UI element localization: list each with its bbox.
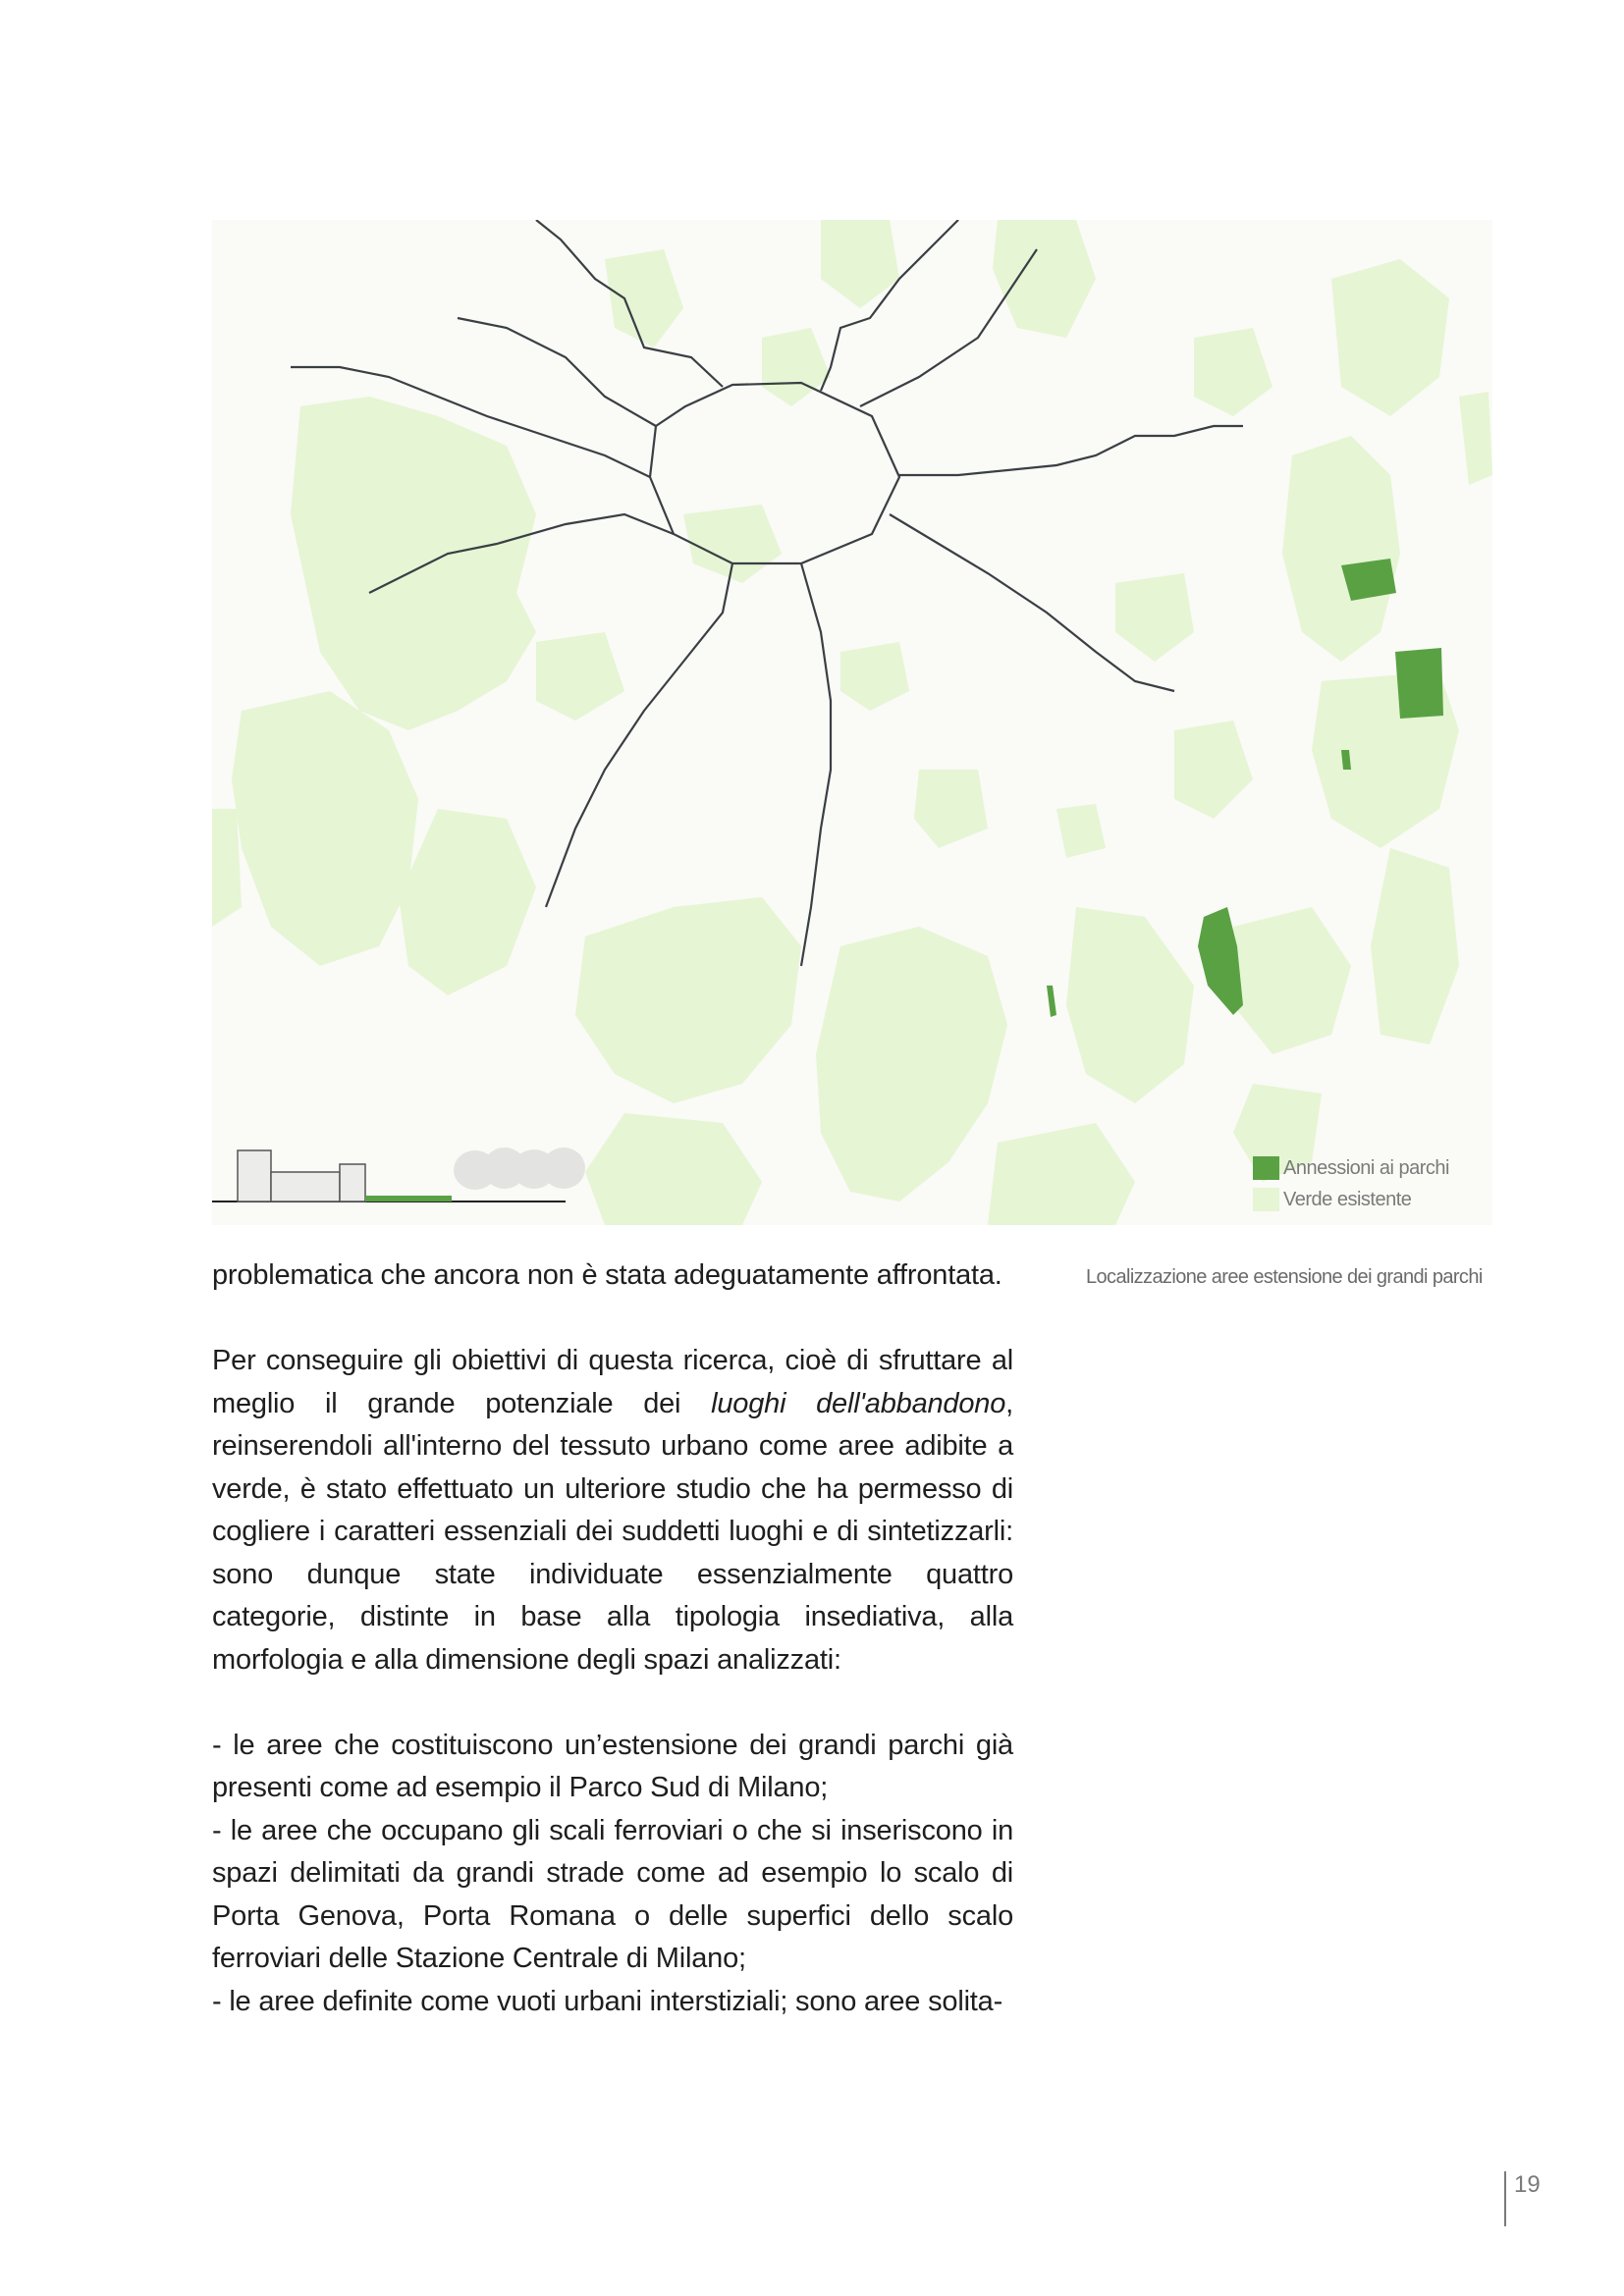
map-legend bbox=[1253, 1152, 1449, 1215]
annex-swatch bbox=[1253, 1156, 1279, 1180]
map-figure bbox=[212, 220, 1492, 1225]
list-item: - le aree che occupano gli scali ferroviari o che si inseriscono in spazi delimitati da grandi strade come ad esempio lo scalo di Porta Genova, Porta Romana o delle superfici dello scalo ferroviari delle Stazione Centrale di Milano; bbox=[212, 1814, 1013, 1974]
tree-silhouettes bbox=[454, 1148, 585, 1190]
paragraph-intro: problematica che ancora non è stata adeguatamente affrontata. bbox=[212, 1259, 1002, 1291]
figure-caption: Localizzazione aree estensione dei grandi parchi bbox=[1086, 1266, 1483, 1288]
body-text bbox=[212, 1255, 1013, 2023]
emphasis-luoghi: luoghi dell'abbandono bbox=[711, 1387, 1006, 1419]
existing-swatch bbox=[1253, 1188, 1279, 1211]
legend-annex-label: Annessioni ai parchi bbox=[1283, 1157, 1449, 1179]
paragraph-research-part2: , reinserendoli all'interno del tessuto urbano come aree adibite a verde, è stato effettuato un ulteriore studio che ha permesso di cogliere i caratteri essenziali dei suddetti luoghi e di sintetizzarli: sono dunque state individuate essenzialmente quattro categorie, distinte in base alla tipologia insediativa, alla morfologia e alla dimensione degli spazi analizzati: bbox=[212, 1387, 1013, 1676]
paragraph-research bbox=[212, 1340, 1013, 1682]
list-item: - le aree definite come vuoti urbani interstiziali; sono aree solita- bbox=[212, 1985, 1003, 2017]
legend-existing-label: Verde esistente bbox=[1283, 1189, 1412, 1210]
legend-row-annex bbox=[1253, 1152, 1449, 1184]
paragraph-research-part1: Per conseguire gli obiettivi di questa ricerca, cioè di sfruttare al meglio il grande potenziale dei bbox=[212, 1345, 1013, 1419]
legend-row-existing bbox=[1253, 1184, 1449, 1215]
milan-green-map bbox=[212, 220, 1492, 1225]
page-number: 19 bbox=[1504, 2171, 1541, 2226]
list-item: - le aree che costituiscono un’estensione dei grandi parchi già presenti come ad esempio il Parco Sud di Milano; bbox=[212, 1729, 1013, 1803]
